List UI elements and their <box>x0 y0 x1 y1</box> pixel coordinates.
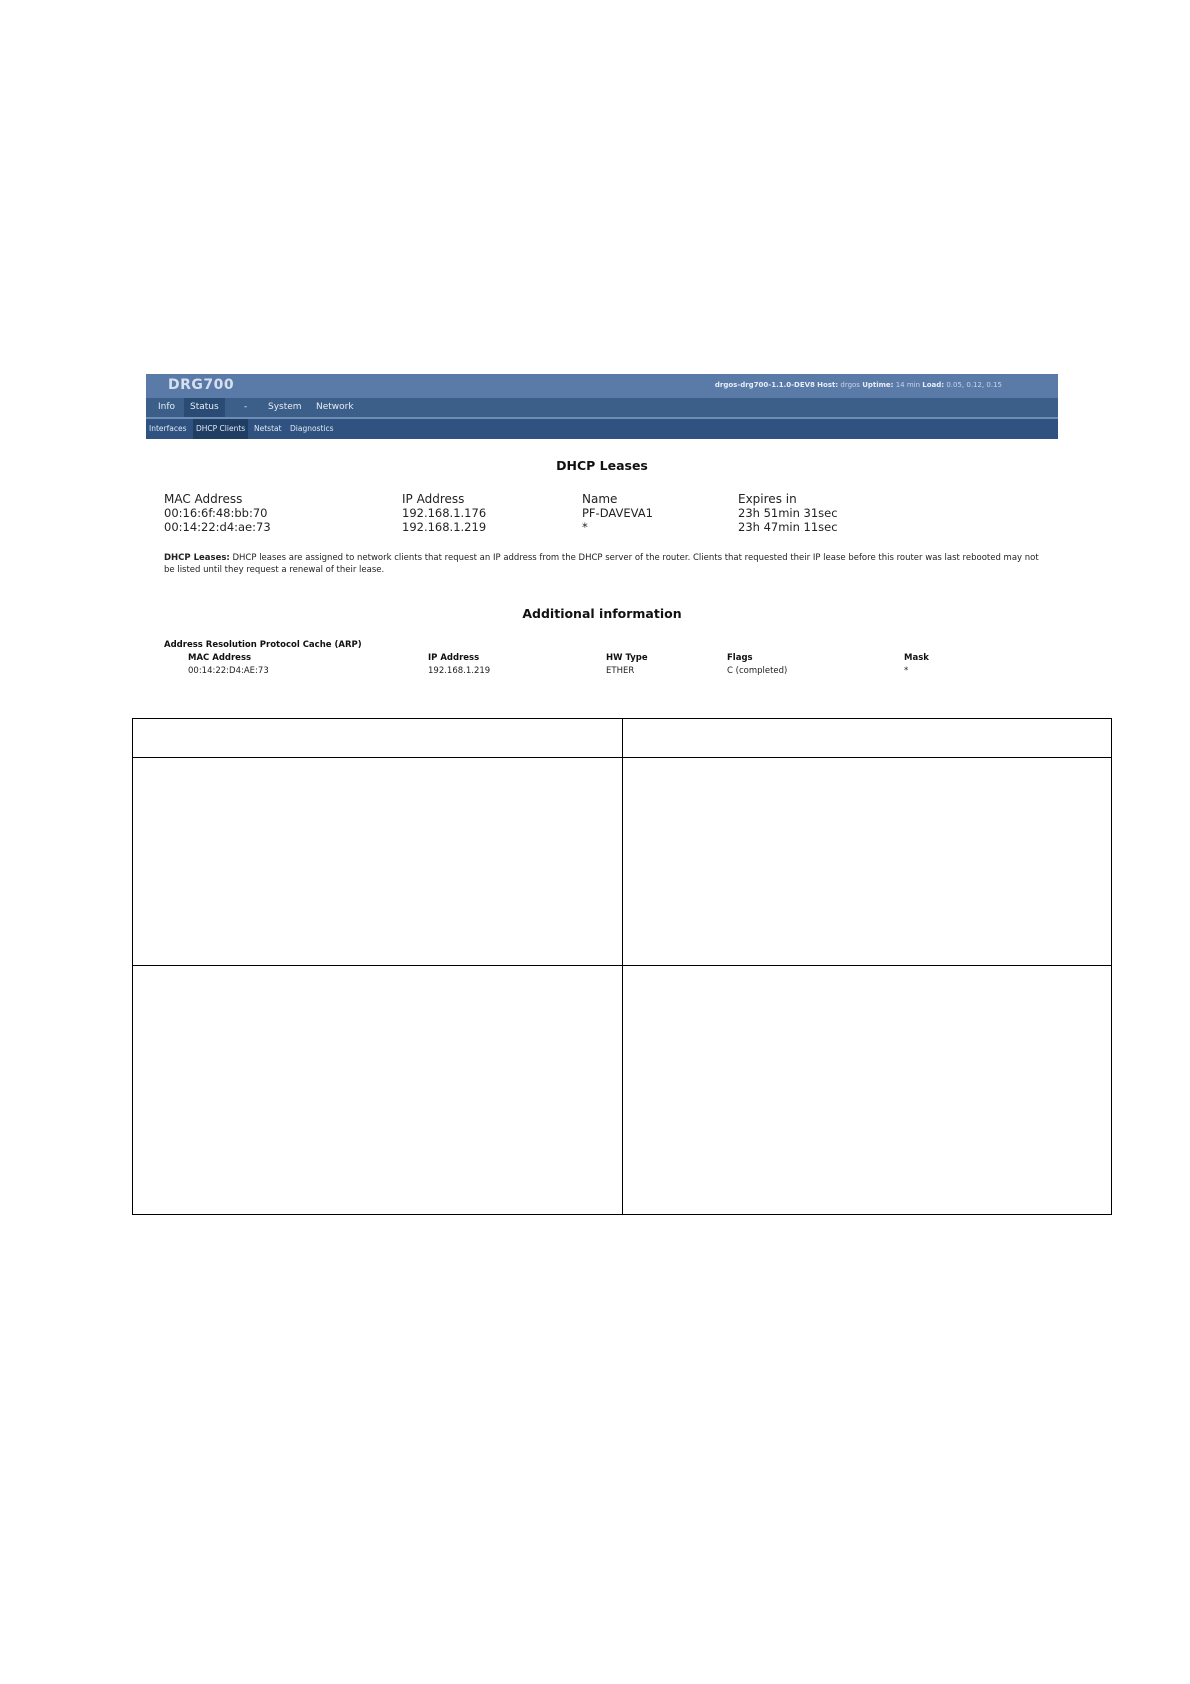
arp-ip: 192.168.1.219 <box>428 666 491 676</box>
lease-mac: 00:14:22:d4:ae:73 <box>164 520 271 534</box>
menu-item-separator[interactable]: - <box>244 402 248 412</box>
column-header-ip: IP Address <box>402 492 465 506</box>
lease-expires: 23h 47min 11sec <box>738 520 838 534</box>
host-value: drgos <box>840 381 860 389</box>
header-bar <box>146 374 1058 398</box>
lease-ip: 192.168.1.219 <box>402 520 487 534</box>
arp-header-mac: MAC Address <box>188 653 252 663</box>
uptime-label: Uptime: <box>862 381 894 389</box>
menu-item-status[interactable]: Status <box>184 398 225 417</box>
load-value: 0.05, 0.12, 0.15 <box>946 381 1002 389</box>
arp-flags: C (completed) <box>727 666 788 676</box>
arp-caption: Address Resolution Protocol Cache (ARP) <box>164 640 362 650</box>
column-header-name: Name <box>582 492 618 506</box>
router-ui-screenshot <box>146 374 1058 684</box>
sub-menu <box>146 419 1058 439</box>
column-header-mac: MAC Address <box>164 492 243 506</box>
arp-header-hw-type: HW Type <box>606 653 648 663</box>
column-header-expires: Expires in <box>738 492 797 506</box>
submenu-item-diagnostics[interactable]: Diagnostics <box>290 424 334 433</box>
arp-header-flags: Flags <box>727 653 753 663</box>
host-label: Host: <box>817 381 839 389</box>
additional-info-title: Additional information <box>522 606 682 621</box>
arp-header-mask: Mask <box>904 653 929 663</box>
main-menu <box>146 398 1058 417</box>
submenu-item-netstat[interactable]: Netstat <box>254 424 282 433</box>
lease-ip: 192.168.1.176 <box>402 506 487 520</box>
arp-mac: 00:14:22:D4:AE:73 <box>188 666 269 676</box>
arp-hw-type: ETHER <box>606 666 635 676</box>
table-row-divider <box>133 965 1111 966</box>
submenu-item-dhcp-clients[interactable]: DHCP Clients <box>193 419 248 439</box>
empty-table <box>132 718 1112 1215</box>
menu-item-network[interactable]: Network <box>316 402 354 412</box>
version-text: drgos-drg700-1.1.0-DEV8 <box>714 381 815 389</box>
menu-item-info[interactable]: Info <box>158 402 176 412</box>
uptime-value: 14 min <box>895 381 921 389</box>
note-text: DHCP leases are assigned to network clients that request an IP address from the DHCP server of the router. Clients that requested their IP lease before this router was last rebooted may not be listed until they request a renewal of their lease. <box>164 553 1039 575</box>
dhcp-leases-title: DHCP Leases <box>556 458 648 473</box>
lease-mac: 00:16:6f:48:bb:70 <box>164 506 268 520</box>
lease-name: * <box>582 520 588 534</box>
table-column-divider <box>622 719 623 1214</box>
menu-item-system[interactable]: System <box>268 402 302 412</box>
lease-name: PF-DAVEVA1 <box>582 506 653 520</box>
arp-mask: * <box>904 666 909 676</box>
note-label: DHCP Leases: <box>164 553 230 563</box>
load-label: Load: <box>922 381 945 389</box>
dhcp-leases-note <box>164 552 1044 576</box>
table-row-divider <box>133 757 1111 758</box>
brand-logo: DRG700 <box>168 377 235 393</box>
submenu-item-interfaces[interactable]: Interfaces <box>149 424 187 433</box>
arp-header-ip: IP Address <box>428 653 480 663</box>
system-info <box>715 381 1002 389</box>
lease-expires: 23h 51min 31sec <box>738 506 838 520</box>
